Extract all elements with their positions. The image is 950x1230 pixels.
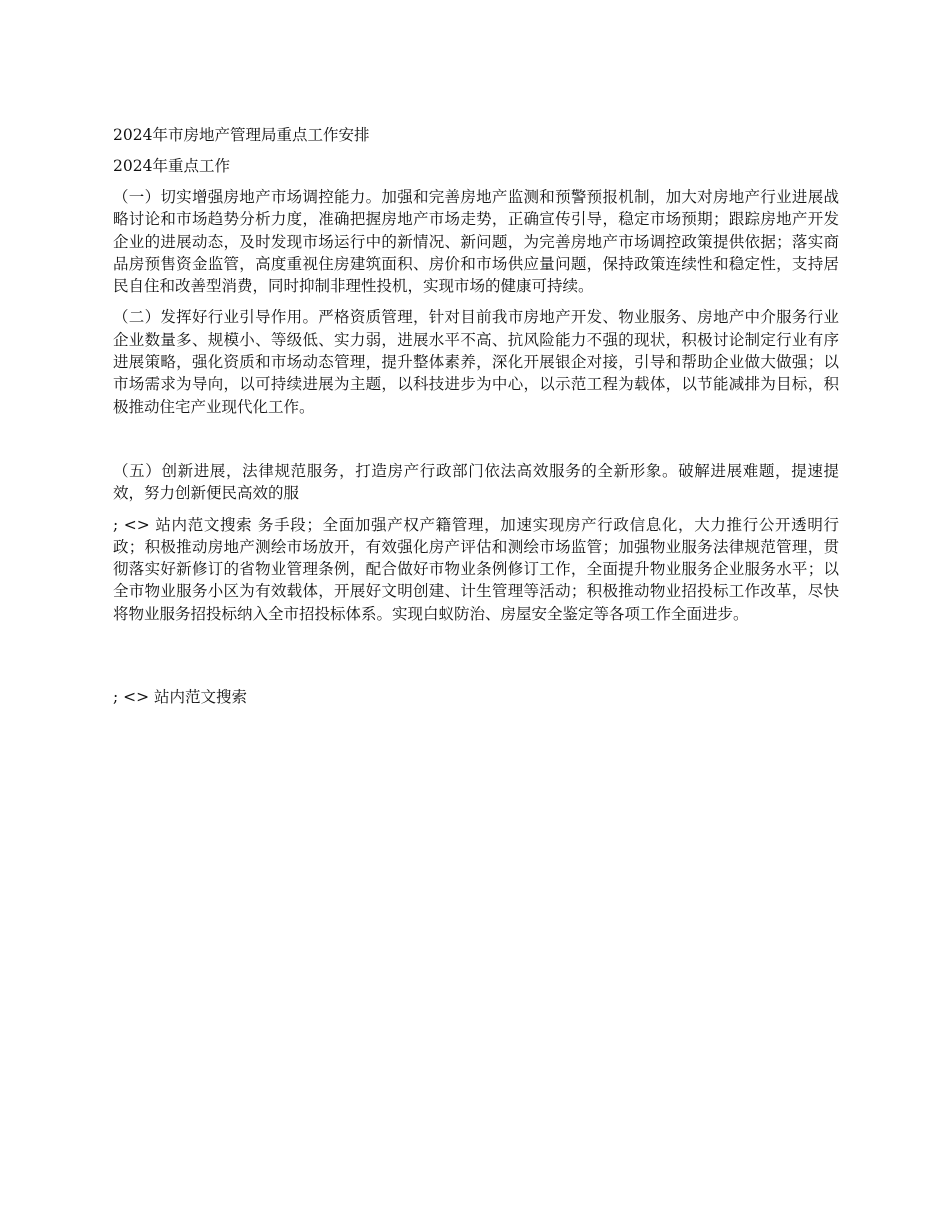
paragraph-innovation-service: （五）创新进展，法律规范服务，打造房产行政部门依法高效服务的全新形象。破解进展难题，提速提效，努力创新便民高效的服 <box>113 461 839 503</box>
document-title: 2024年市房地产管理局重点工作安排 <box>113 126 370 144</box>
blank-gap <box>113 634 839 686</box>
document-body <box>113 124 839 717</box>
paragraph-industry-guidance: （二）发挥好行业引导作用。严格资质管理，针对目前我市房地产开发、物业服务、房地产中介服务行业企业数量多、规模小、等级低、实力弱，进展水平不高、抗风险能力不强的现状，积极讨论制定行业有序进展策略，强化资质和市场动态管理，提升整体素养，深化开展银企对接，引导和帮助企业做大做强；以市场需求为导向，以可持续进展为主题，以科技进步为中心，以示范工程为载体，以节能减排为目标，积极推动住宅产业现代化工作。 <box>113 308 839 416</box>
section-heading: 2024年重点工作 <box>113 157 230 175</box>
blank-gap <box>113 427 839 460</box>
site-search-footer: ; <> 站内范文搜索 <box>113 688 248 707</box>
paragraph-market-regulation: （一）切实增强房地产市场调控能力。加强和完善房地产监测和预警预报机制，加大对房地产行业进展战略讨论和市场趋势分析力度，准确把握房地产市场走势，正确宣传引导，稳定市场预期；跟踪房地产开发企业的进展动态，及时发现市场运行中的新情况、新问题，为完善房地产市场调控政策提供依据；落实商品房预售资金监管，高度重视住房建筑面积、房价和市场供应量问题，保持政策连续性和稳定性，支持居民自住和改善型消费，同时抑制非理性投机，实现市场的健康可持续。 <box>113 188 839 296</box>
paragraph-property-management: ; <> 站内范文搜索 务手段；全面加强产权产籍管理，加速实现房产行政信息化，大力推行公开透明行政；积极推动房地产测绘市场放开，有效强化房产评估和测绘市场监管；加强物业服务法律规范管理，贯彻落实好新修订的省物业管理条例，配合做好市物业条例修订工作，全面提升物业服务企业服务水平；以全市物业服务小区为有效载体，开展好文明创建、计生管理等活动；积极推动物业招投标工作改革，尽快将物业服务招投标纳入全市招投标体系。实现白蚁防治、房屋安全鉴定等各项工作全面进步。 <box>113 515 839 623</box>
